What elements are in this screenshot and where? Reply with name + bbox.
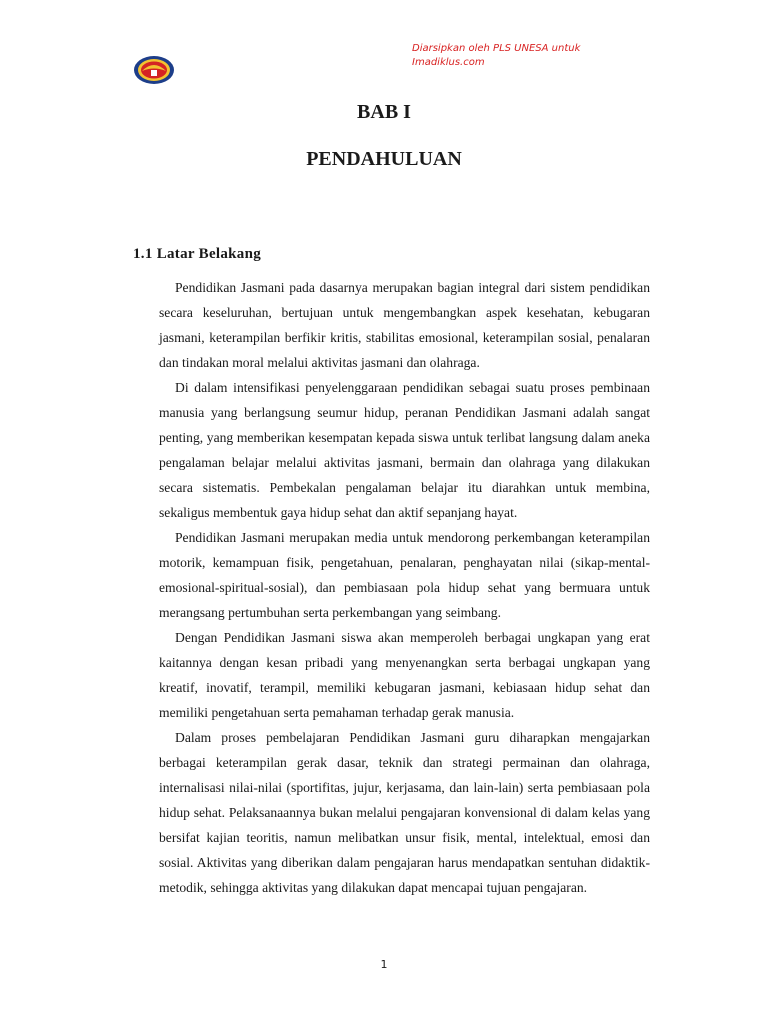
section-heading: 1.1 Latar Belakang — [133, 246, 262, 262]
chapter-number: BAB I — [357, 101, 411, 123]
university-emblem-icon — [133, 54, 175, 86]
paragraph: Dalam proses pembelajaran Pendidikan Jasmani guru diharapkan mengajarkan berbagai keterampilan gerak dasar, teknik dan strategi permainan dan olahraga, internalisasi nilai-nilai (sportifitas, jujur, kerjasama, dan lain-lain) serta pembiasaan pola hidup sehat. Pelaksanaannya bukan melalui pengajaran konvensional di dalam kelas yang bersifat kajian teoritis, namun melibatkan unsur fisik, mental, intelektual, emosi dan sosial. Aktivitas yang diberikan dalam pengajaran harus mendapatkan sentuhan didaktik-metodik, sehingga aktivitas yang dilakukan dapat mencapai tujuan pengajaran. — [159, 730, 650, 895]
archive-note-line1: Diarsipkan oleh PLS UNESA untuk — [412, 43, 581, 54]
archive-note-line2: Imadiklus.com — [412, 57, 485, 68]
paragraph: Pendidikan Jasmani pada dasarnya merupakan bagian integral dari sistem pendidikan secara keseluruhan, bertujuan untuk mengembangkan aspek kesehatan, kebugaran jasmani, keterampilan berfikir kritis, stabilitas emosional, keterampilan sosial, penalaran dan tindakan moral melalui aktivitas jasmani dan olahraga. — [159, 280, 650, 370]
page-number: 1 — [380, 958, 388, 971]
chapter-title: PENDAHULUAN — [306, 148, 462, 170]
section-body — [159, 275, 650, 900]
paragraph: Di dalam intensifikasi penyelenggaraan pendidikan sebagai suatu proses pembinaan manusia yang berlangsung seumur hidup, peranan Pendidikan Jasmani adalah sangat penting, yang memberikan kesempatan kepada siswa untuk terlibat langsung dalam aneka pengalaman belajar melalui aktivitas jasmani, bermain dan olahraga yang dilakukan secara sistematis. Pembekalan pengalaman belajar itu diarahkan untuk membina, sekaligus membentuk gaya hidup sehat dan aktif sepanjang hayat. — [159, 380, 650, 520]
archive-note — [412, 42, 632, 70]
paragraph: Dengan Pendidikan Jasmani siswa akan memperoleh berbagai ungkapan yang erat kaitannya dengan kesan pribadi yang menyenangkan serta berbagai ungkapan yang kreatif, inovatif, terampil, memiliki kebugaran jasmani, kebiasaan hidup sehat dan memiliki pengetahuan serta pemahaman terhadap gerak manusia. — [159, 630, 650, 720]
paragraph: Pendidikan Jasmani merupakan media untuk mendorong perkembangan keterampilan motorik, kemampuan fisik, pengetahuan, penalaran, penghayatan nilai (sikap-mental-emosional-spiritual-sosial), dan pembiasaan pola hidup sehat yang bermuara untuk merangsang pertumbuhan serta perkembangan yang seimbang. — [159, 530, 650, 620]
